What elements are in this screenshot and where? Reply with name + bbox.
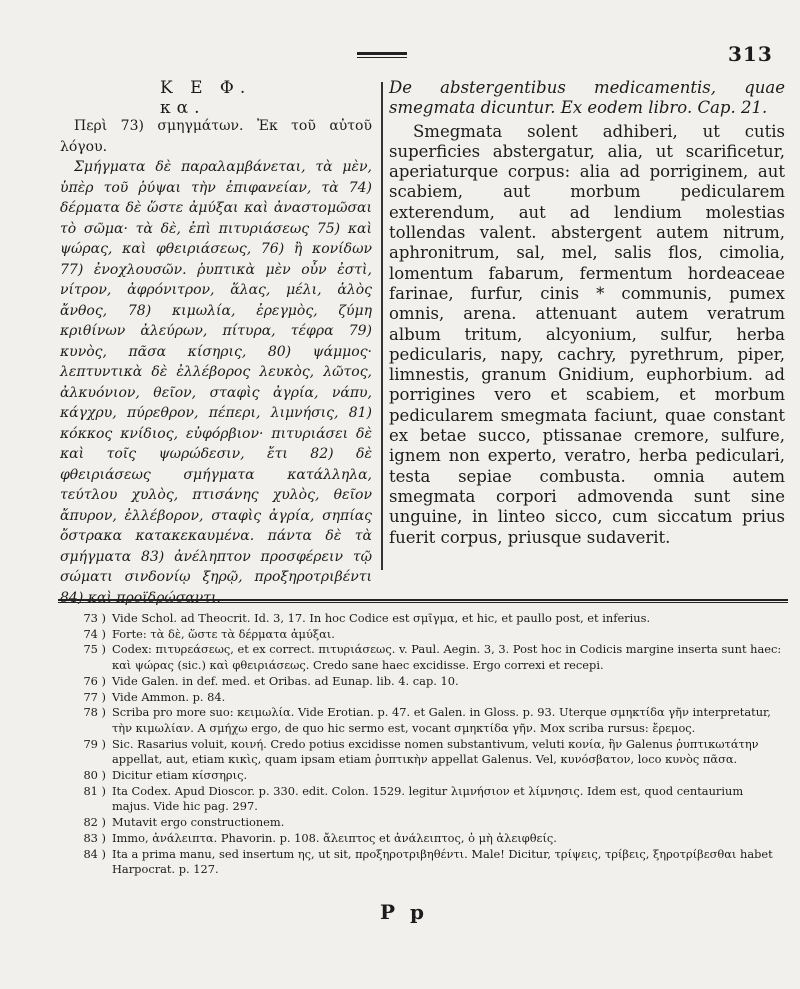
chapter-heading: Κ Ε Φ. κα. bbox=[160, 78, 252, 118]
footnote bbox=[62, 705, 782, 736]
footnote-text: Dicitur etiam κίσσηρις. bbox=[112, 768, 248, 783]
latin-body: Smegmata solent adhiberi, ut cutis superficies abstergatur, alia, ut scarificetur, aperiaturque corpus: alia ad porriginem, aut scabiem, aut morbum pedicularem exterendum, aut ad lendium molestias tollendas valent. abstergent autem nitrum, aphronitrum, sal, mel, salis flos, cimolia, lomentum fabarum, fermentum hordeaceae farinae, furfur, cinis * communis, pumex omnis, arena. attenuant autem veratrum album tritum, alcyonium, sulfur, herba pedicularis, napy, cachry, pyrethrum, piper, limnestis, granum Gnidium, euphorbium. ad porrigines vero et scabiem, et morbum pedicularem smegmata faciunt, quae constant ex betae succo, ptissanae cremore, sulfure, ignem non experto, veratro, herba pediculari, testa sepiae combusta. omnia autem smegmata corpori admovenda sunt sine unguine, in linteo sicco, cum siccatum prius fuerit corpus, priusque sudaverit. bbox=[389, 121, 785, 547]
top-ornament-rule bbox=[357, 52, 407, 58]
footnote bbox=[62, 815, 782, 831]
footnote bbox=[62, 674, 782, 690]
footnote-text: Vide Ammon. p. 84. bbox=[112, 689, 226, 704]
footnote bbox=[62, 690, 782, 706]
footnote-text: Vide Galen. in def. med. et Oribas. ad Eunap. lib. 4. cap. 10. bbox=[112, 673, 459, 688]
column-divider bbox=[381, 82, 383, 570]
greek-body: Σμήγματα δὲ παραλαμβάνεται, τὰ μὲν, ὑπὲρ τοῦ ῥύψαι τὴν ἐπιφανείαν, τὰ 74) δέρματα δὲ ὥστε ἀμύξαι καὶ ἀναστομῶσαι τὸ σῶμα· τὰ δὲ, ἐπὶ πιτυριάσεως 75) καὶ ψώρας, καὶ φθειριάσεως, 76) ἢ κονίδων 77) ἐνοχλουσῶν. ῥυπτικὰ μὲν οὖν ἐστὶ, νίτρον, ἀφρόνιτρον, ἅλας, μέλι, ἁλὸς ἄνθος, 78) κιμωλία, ἐρεγμὸς, ζύμη κριθίνων ἀλεύρων, πίτυρα, τέφρα 79) κυνὸς, πᾶσα κίσηρις, 80) ψάμμος· λεπτυντικὰ δὲ ἐλλέβορος λευκὸς, λῶτος, ἀλκυόνιον, θεῖον, σταφὶς ἀγρία, νάπυ, κάγχρυ, πύρεθρον, πέπερι, λιμνήσις, 81) κόκκος κνίδιος, εὐφόρβιον· πιτυριάσει δὲ καὶ τοῖς ψωρώδεσιν, ἔτι 82) δὲ φθειριάσεως σμήγματα κατάλληλα, τεύτλου χυλὸς, πτισάνης χυλὸς, θεῖον ἄπυρον, ἐλλέβορον, σταφὶς ἀγρία, σηπίας ὄστρακα κατακεκαυμένα. πάντα δὲ τὰ σμήγματα 83) ἀνέληπτον προσφέρειν τῷ σώματι σινδονίῳ ξηρῷ, προξηροτριβέντι 84) καὶ προϊδρώσαντι. bbox=[60, 159, 372, 606]
latin-title: De abstergentibus medicamentis, quae smegmata dicuntur. Ex eodem libro. Cap. 21. bbox=[389, 78, 785, 118]
footnote-number: 79 ) bbox=[83, 736, 106, 751]
footnote bbox=[62, 784, 782, 815]
greek-heading: Περὶ 73) σμηγμάτων. Ἐκ τοῦ αὐτοῦ λόγου. bbox=[60, 118, 372, 155]
footnote-text: Vide Schol. ad Theocrit. Id. 3, 17. In hoc Codice est σμῖγμα, et hic, et paullo post, et inferius. bbox=[112, 611, 651, 625]
greek-column bbox=[60, 116, 372, 608]
footnote-number: 80 ) bbox=[83, 768, 106, 783]
footnote-number: 75 ) bbox=[83, 642, 106, 657]
footnote bbox=[62, 611, 782, 627]
footnote-number: 73 ) bbox=[83, 611, 106, 625]
footnote bbox=[62, 627, 782, 643]
footnote-number: 84 ) bbox=[83, 846, 106, 861]
footnote-text: Forte: τὰ δὲ, ὥστε τὰ δέρματα ἀμύξαι. bbox=[112, 626, 335, 641]
footnote-number: 83 ) bbox=[83, 830, 106, 845]
footnotes bbox=[62, 611, 782, 878]
footnote-number: 77 ) bbox=[83, 689, 106, 704]
footnote-number: 76 ) bbox=[83, 673, 106, 688]
footnote-text: Ita a prima manu, sed insertum ης, ut sit, προξηροτριβηθέντι. Male! Dicitur, τρίψεις, τρίβεις, ξηροτρίβεσθαι habet Harpocrat. p. 127. bbox=[112, 846, 773, 877]
footnote-number: 74 ) bbox=[83, 626, 106, 641]
footnote-text: Immo, ἀνάλειπτα. Phavorin. p. 108. ἄλειπτος et ἀνάλειπτος, ὁ μὴ ἀλειφθείς. bbox=[112, 830, 557, 845]
footnote bbox=[62, 768, 782, 784]
latin-column bbox=[389, 78, 785, 548]
footnote-text: Scriba pro more suo: κειμωλία. Vide Erotian. p. 47. et Galen. in Gloss. p. 93. Uterque σμηκτίδα γῆν interpretatur, τὴν κιμωλίαν. A σμήχω ergo, de quo hic sermo est, vocant σμηκτίδα γῆν. Mox scriba rursus: ἔρεμος. bbox=[112, 705, 771, 735]
footnote bbox=[62, 737, 782, 768]
footnote-number: 81 ) bbox=[83, 783, 106, 798]
footnote-number: 82 ) bbox=[83, 815, 106, 830]
signature-mark: P p bbox=[380, 900, 428, 924]
footnote bbox=[62, 847, 782, 878]
footnote-text: Sic. Rasarius voluit, κοινή. Credo potius excidisse nomen substantivum, veluti κονία, ἣν Galenus ῥυπτικωτάτην appellat, aut, etiam κικὶς, quam ipsam etiam ῥυπτικὴν appellat Galenus. Vel, κυνόσβατον, loco κυνὸς πᾶσα. bbox=[112, 736, 759, 767]
footnote-text: Ita Codex. Apud Dioscor. p. 330. edit. Colon. 1529. legitur λιμνήσιον et λίμνησις. Idem est, quod centaurium majus. Vide hic pag. 297. bbox=[112, 783, 744, 814]
footnote-number: 78 ) bbox=[83, 705, 106, 720]
footnote-text: Codex: πιτυρεάσεως, et ex correct. πιτυριάσεως. v. Paul. Aegin. 3, 3. Post hoc in Codicis margine inserta sunt haec: καὶ ψώρας (sic.) καὶ φθειριάσεως. Credo sane haec excidisse. Ergo correxi et recepi. bbox=[112, 642, 782, 673]
footnote bbox=[62, 642, 782, 673]
footnote bbox=[62, 831, 782, 847]
footnote-text: Mutavit ergo constructionem. bbox=[112, 815, 285, 830]
page-number: 313 bbox=[728, 42, 773, 66]
footnote-rule bbox=[58, 599, 788, 603]
